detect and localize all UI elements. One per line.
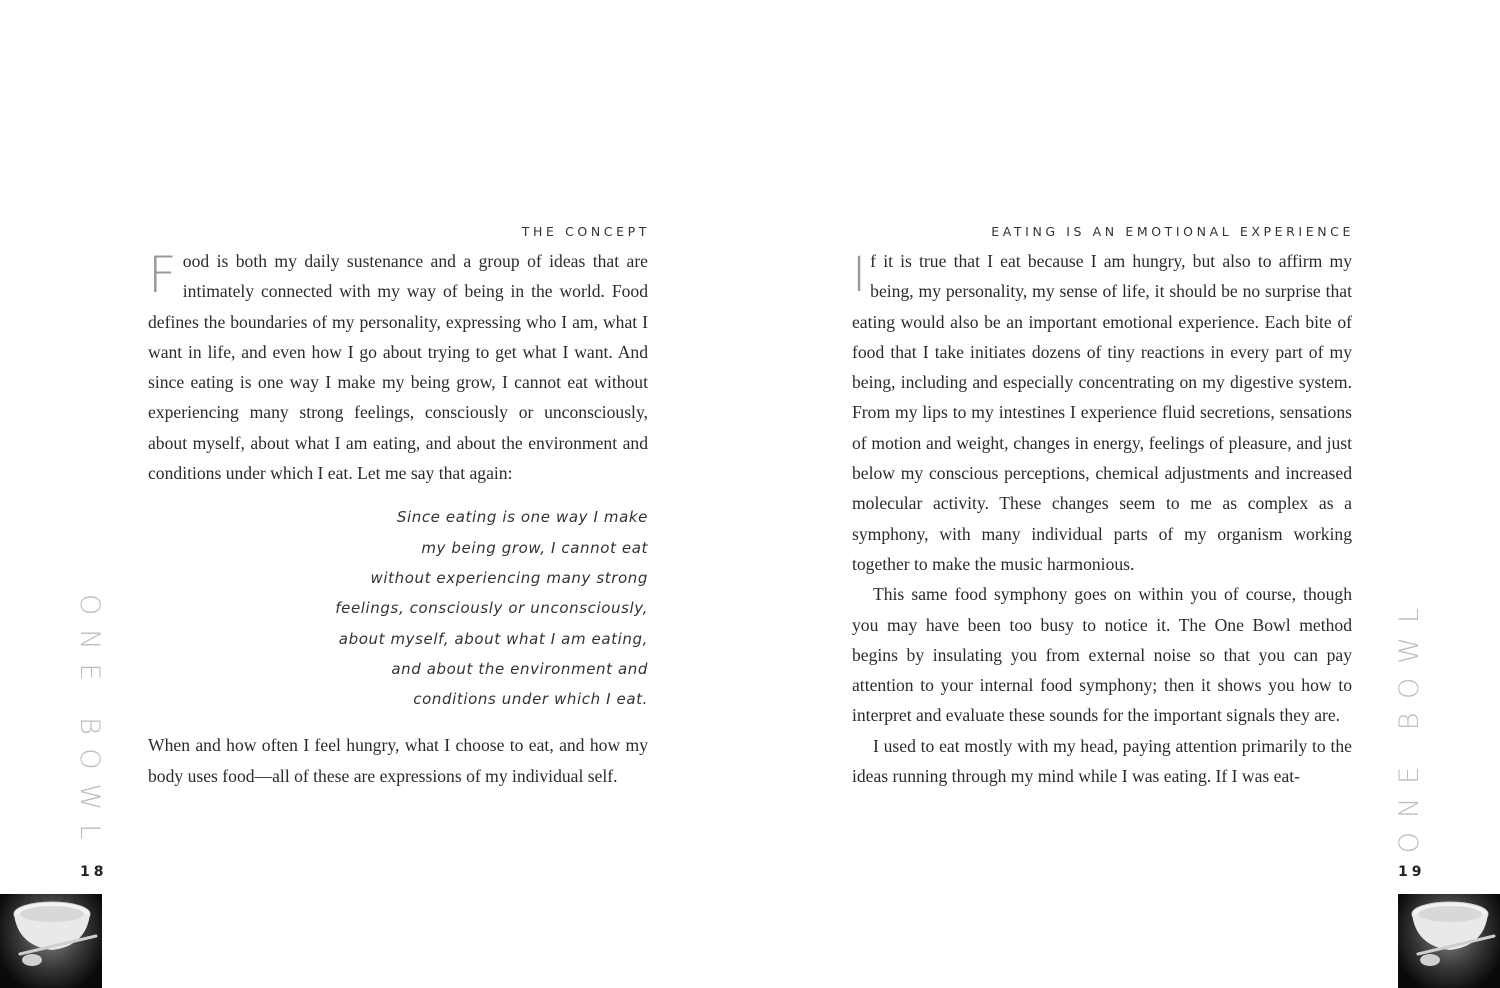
paragraph [148, 246, 648, 488]
bowl-image [1398, 894, 1500, 988]
side-book-title: ONE BOWL [74, 594, 105, 854]
side-book-title: ONE BOWL [1394, 594, 1425, 854]
pull-quote [148, 502, 648, 714]
body-text [852, 246, 1352, 791]
bowl-icon [0, 894, 102, 988]
paragraph-text: ood is both my daily sustenance and a group of ideas that are intimately connected with my way of being in the world. Food defines the boundaries of my personality, expressing who I am, what I want in life, and even how I go about trying to get what I want. And since eating is one way I make my being grow, I cannot eat without experiencing many strong feelings, consciously or unconsciously, about myself, about what I am eating, and about the environment and conditions under which I eat. Let me say that again: [148, 251, 648, 484]
pull-quote-line: conditions under which I eat. [413, 690, 648, 709]
body-text [148, 246, 648, 791]
paragraph: When and how often I feel hungry, what I choose to eat, and how my body uses food—all of these are expressions of my individual self. [148, 735, 648, 786]
pull-quote-line: my being grow, I cannot eat [421, 538, 648, 557]
paragraph-text: f it is true that I eat because I am hungry, but also to affirm my being, my personality, my sense of life, it should be no surprise that eating would also be an important emotional experience. Each bite of food that I take initiates dozens of tiny reactions in every part of my being, including and especially concentrating on my digestive system. From my lips to my intestines I experience fluid secretions, sensations of motion and weight, changes in energy, feelings of pleasure, and just below my conscious perceptions, chemical adjustments and increased molecular activity. These changes seem to me as complex as a symphony, with many individual parts of my organism working together to make the music harmonious. [852, 251, 1352, 574]
running-head: THE CONCEPT [521, 224, 650, 239]
paragraph: I used to eat mostly with my head, paying attention primarily to the ideas running through my mind while I was eating. If I was eat- [852, 735, 1352, 787]
page-number: 18 [80, 864, 108, 880]
running-head: EATING IS AN EMOTIONAL EXPERIENCE [991, 224, 1354, 239]
pull-quote-line: Since eating is one way I make [396, 508, 648, 527]
bowl-image [0, 894, 102, 988]
paragraph [852, 246, 1352, 579]
page-number: 19 [1398, 864, 1426, 880]
bowl-icon [1398, 894, 1500, 988]
drop-cap: I [852, 247, 867, 303]
pull-quote-line: without experiencing many strong [370, 568, 648, 587]
pull-quote-line: and about the environment and [391, 659, 648, 678]
drop-cap: F [148, 246, 177, 304]
pull-quote-line: feelings, consciously or unconsciously, [335, 599, 648, 618]
paragraph: This same food symphony goes on within you of course, though you may have been too busy to notice it. The One Bowl method begins by insulating you from external noise so that you can pay attention to your internal food symphony; then it shows you how to interpret and evaluate these sounds for the important signals they are. [852, 584, 1352, 726]
pull-quote-line: about myself, about what I am eating, [338, 629, 648, 648]
right-page [750, 0, 1500, 988]
